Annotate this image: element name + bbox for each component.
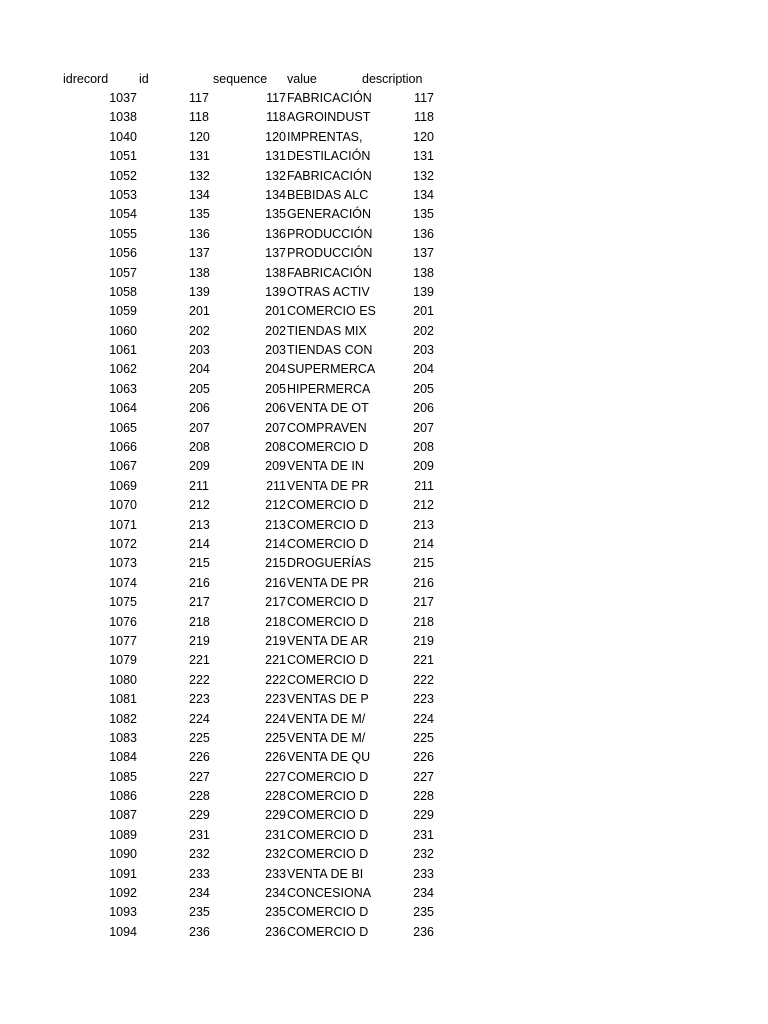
table-row — [0, 535, 768, 554]
cell-description: 219 — [413, 633, 434, 648]
cell-id: 233 — [189, 866, 210, 881]
cell-value: VENTA DE M/ — [287, 730, 366, 745]
cell-sequence: 117 — [266, 91, 286, 105]
cell-id: 209 — [189, 459, 210, 474]
cell-idrecord: 1037 — [109, 91, 137, 105]
cell-description: 221 — [413, 653, 434, 668]
cell-id: 131 — [189, 149, 210, 164]
cell-id: 226 — [189, 750, 210, 765]
cell-value: BEBIDAS ALC — [287, 187, 369, 202]
cell-description: 120 — [413, 129, 434, 144]
cell-idrecord: 1091 — [109, 866, 137, 881]
cell-value: COMERCIO D — [287, 536, 369, 551]
cell-value: SUPERMERCA — [287, 362, 376, 377]
table-row — [0, 632, 768, 651]
cell-description: 202 — [413, 323, 434, 338]
cell-idrecord: 1080 — [109, 672, 137, 687]
cell-value: COMERCIO D — [287, 498, 369, 513]
cell-id: 221 — [189, 653, 210, 668]
table-row — [0, 787, 768, 806]
cell-sequence: 226 — [265, 750, 286, 765]
cell-id: 203 — [189, 343, 210, 358]
table-row — [0, 574, 768, 593]
table-row — [0, 244, 768, 263]
cell-id: 218 — [189, 614, 210, 629]
cell-description: 234 — [413, 886, 434, 901]
cell-idrecord: 1081 — [109, 692, 137, 707]
cell-idrecord: 1074 — [109, 575, 137, 590]
table-row — [0, 438, 768, 457]
cell-idrecord: 1061 — [109, 343, 137, 358]
cell-idrecord: 1059 — [109, 304, 137, 319]
cell-id: 223 — [189, 692, 210, 707]
table-header — [0, 70, 768, 88]
cell-id: 204 — [189, 362, 210, 377]
cell-id: 120 — [189, 129, 210, 144]
cell-idrecord: 1057 — [109, 265, 137, 280]
cell-idrecord: 1060 — [109, 323, 137, 338]
cell-id: 211 — [189, 478, 209, 493]
cell-value: VENTA DE M/ — [287, 711, 366, 726]
cell-sequence: 229 — [265, 808, 286, 823]
cell-value: COMERCIO D — [287, 769, 369, 784]
cell-description: 137 — [413, 246, 434, 261]
cell-value: TIENDAS MIX — [287, 323, 367, 338]
cell-idrecord: 1055 — [109, 226, 137, 241]
cell-description: 229 — [413, 808, 434, 823]
cell-description: 139 — [413, 284, 434, 299]
cell-description: 209 — [413, 459, 434, 474]
cell-value: COMERCIO D — [287, 847, 369, 862]
table-row — [0, 496, 768, 515]
table-row — [0, 419, 768, 438]
cell-sequence: 208 — [265, 440, 286, 455]
table-row — [0, 690, 768, 709]
cell-id: 207 — [189, 420, 210, 435]
cell-idrecord: 1066 — [109, 440, 137, 455]
cell-sequence: 225 — [265, 730, 286, 745]
cell-description: 214 — [413, 536, 434, 551]
cell-sequence: 211 — [266, 478, 286, 493]
cell-value: FABRICACIÓN — [287, 91, 372, 105]
table-row — [0, 671, 768, 690]
table-row — [0, 613, 768, 632]
table-row — [0, 516, 768, 535]
cell-id: 118 — [189, 110, 209, 125]
cell-description: 233 — [413, 866, 434, 881]
cell-id: 225 — [189, 730, 210, 745]
cell-id: 216 — [189, 575, 210, 590]
cell-idrecord: 1090 — [109, 847, 137, 862]
cell-value: VENTA DE OT — [287, 401, 369, 416]
cell-sequence: 207 — [265, 420, 286, 435]
cell-sequence: 214 — [265, 536, 286, 551]
cell-description: 223 — [413, 692, 434, 707]
cell-value: COMERCIO D — [287, 789, 369, 804]
cell-description: 208 — [413, 440, 434, 455]
cell-id: 206 — [189, 401, 210, 416]
cell-value: HIPERMERCA — [287, 381, 371, 396]
cell-value: VENTA DE PR — [287, 575, 369, 590]
cell-id: 236 — [189, 924, 210, 939]
cell-idrecord: 1054 — [109, 207, 137, 222]
cell-value: DESTILACIÓN — [287, 149, 371, 164]
cell-sequence: 137 — [265, 246, 286, 261]
cell-value: COMERCIO D — [287, 440, 369, 455]
table-row — [0, 360, 768, 379]
table-row — [0, 923, 768, 942]
cell-id: 235 — [189, 905, 210, 920]
cell-idrecord: 1038 — [109, 110, 137, 125]
cell-value: COMERCIO D — [287, 517, 369, 532]
cell-idrecord: 1058 — [109, 284, 137, 299]
cell-id: 231 — [189, 827, 210, 842]
cell-id: 132 — [189, 168, 210, 183]
cell-value: COMERCIO D — [287, 653, 369, 668]
cell-sequence: 206 — [265, 401, 286, 416]
cell-idrecord: 1069 — [109, 478, 137, 493]
table-row — [0, 865, 768, 884]
cell-idrecord: 1071 — [109, 517, 137, 532]
cell-sequence: 136 — [265, 226, 286, 241]
cell-sequence: 203 — [265, 343, 286, 358]
table-row — [0, 457, 768, 476]
table-row — [0, 283, 768, 302]
table-row — [0, 651, 768, 670]
cell-id: 137 — [189, 246, 210, 261]
cell-sequence: 233 — [265, 866, 286, 881]
cell-sequence: 221 — [265, 653, 286, 668]
header-value: value — [287, 72, 317, 86]
cell-description: 232 — [413, 847, 434, 862]
cell-value: VENTA DE BI — [287, 866, 364, 881]
cell-sequence: 227 — [265, 769, 286, 784]
cell-description: 216 — [413, 575, 434, 590]
cell-id: 234 — [189, 886, 210, 901]
cell-description: 217 — [413, 595, 434, 610]
header-id: id — [139, 72, 149, 86]
table-row — [0, 341, 768, 360]
cell-value: COMERCIO D — [287, 905, 369, 920]
cell-idrecord: 1065 — [109, 420, 137, 435]
cell-value: PRODUCCIÓN — [287, 246, 373, 261]
cell-value: COMPRAVEN — [287, 420, 367, 435]
cell-value: CONCESIONA — [287, 886, 372, 901]
cell-description: 205 — [413, 381, 434, 396]
table-row — [0, 108, 768, 127]
cell-idrecord: 1082 — [109, 711, 137, 726]
cell-description: 201 — [413, 304, 434, 319]
cell-idrecord: 1086 — [109, 789, 137, 804]
cell-description: 207 — [413, 420, 434, 435]
cell-id: 222 — [189, 672, 210, 687]
table-row — [0, 302, 768, 321]
cell-id: 136 — [189, 226, 210, 241]
cell-description: 134 — [413, 187, 434, 202]
cell-description: 222 — [413, 672, 434, 687]
cell-sequence: 223 — [265, 692, 286, 707]
cell-sequence: 224 — [265, 711, 286, 726]
cell-sequence: 235 — [265, 905, 286, 920]
cell-description: 118 — [414, 110, 434, 125]
cell-description: 203 — [413, 343, 434, 358]
cell-idrecord: 1056 — [109, 246, 137, 261]
cell-sequence: 134 — [265, 187, 286, 202]
table-row — [0, 826, 768, 845]
cell-description: 218 — [413, 614, 434, 629]
cell-sequence: 118 — [266, 110, 286, 125]
cell-description: 131 — [413, 149, 434, 164]
header-description: description — [362, 72, 423, 86]
cell-description: 132 — [413, 168, 434, 183]
table-row — [0, 147, 768, 166]
cell-sequence: 212 — [265, 498, 286, 513]
cell-idrecord: 1053 — [109, 187, 137, 202]
cell-id: 138 — [189, 265, 210, 280]
cell-value: IMPRENTAS, — [287, 129, 363, 144]
cell-idrecord: 1052 — [109, 168, 137, 183]
cell-description: 138 — [413, 265, 434, 280]
cell-description: 211 — [414, 478, 434, 493]
cell-value: COMERCIO D — [287, 614, 369, 629]
cell-value: PRODUCCIÓN — [287, 226, 373, 241]
cell-id: 227 — [189, 769, 210, 784]
cell-sequence: 138 — [265, 265, 286, 280]
table-row — [0, 380, 768, 399]
table-row — [0, 264, 768, 283]
cell-id: 202 — [189, 323, 210, 338]
cell-sequence: 205 — [265, 381, 286, 396]
cell-idrecord: 1067 — [109, 459, 137, 474]
cell-value: COMERCIO D — [287, 808, 369, 823]
table-row — [0, 128, 768, 147]
table-row — [0, 768, 768, 787]
cell-idrecord: 1073 — [109, 556, 137, 571]
cell-description: 204 — [413, 362, 434, 377]
cell-idrecord: 1085 — [109, 769, 137, 784]
cell-sequence: 218 — [265, 614, 286, 629]
cell-description: 225 — [413, 730, 434, 745]
cell-sequence: 222 — [265, 672, 286, 687]
cell-description: 236 — [413, 924, 434, 939]
table-row — [0, 884, 768, 903]
cell-description: 228 — [413, 789, 434, 804]
cell-id: 135 — [189, 207, 210, 222]
cell-idrecord: 1063 — [109, 381, 137, 396]
cell-idrecord: 1089 — [109, 827, 137, 842]
header-idrecord: idrecord — [63, 72, 109, 86]
cell-id: 212 — [189, 498, 210, 513]
cell-value: VENTA DE IN — [287, 459, 364, 474]
cell-idrecord: 1087 — [109, 808, 137, 823]
cell-description: 135 — [413, 207, 434, 222]
cell-sequence: 139 — [265, 284, 286, 299]
table-row — [0, 729, 768, 748]
table-row — [0, 806, 768, 825]
cell-id: 229 — [189, 808, 210, 823]
cell-id: 139 — [189, 284, 210, 299]
table-row — [0, 89, 768, 108]
cell-description: 215 — [413, 556, 434, 571]
table-body — [0, 89, 768, 942]
cell-value: COMERCIO D — [287, 672, 369, 687]
cell-idrecord: 1094 — [109, 924, 137, 939]
cell-sequence: 234 — [265, 886, 286, 901]
cell-idrecord: 1051 — [109, 149, 137, 164]
table-row — [0, 845, 768, 864]
cell-sequence: 215 — [265, 556, 286, 571]
cell-sequence: 228 — [265, 789, 286, 804]
cell-value: TIENDAS CON — [287, 343, 373, 358]
table-row — [0, 167, 768, 186]
cell-description: 226 — [413, 750, 434, 765]
cell-id: 214 — [189, 536, 210, 551]
cell-description: 117 — [414, 91, 434, 105]
table-row — [0, 477, 768, 496]
cell-id: 215 — [189, 556, 210, 571]
cell-description: 213 — [413, 517, 434, 532]
cell-sequence: 217 — [265, 595, 286, 610]
cell-value: COMERCIO D — [287, 827, 369, 842]
cell-sequence: 131 — [265, 149, 286, 164]
cell-value: VENTA DE AR — [287, 633, 369, 648]
cell-value: GENERACIÓN — [287, 207, 372, 222]
cell-idrecord: 1075 — [109, 595, 137, 610]
cell-id: 228 — [189, 789, 210, 804]
cell-id: 205 — [189, 381, 210, 396]
cell-description: 206 — [413, 401, 434, 416]
cell-sequence: 219 — [265, 633, 286, 648]
cell-idrecord: 1072 — [109, 536, 137, 551]
table-row — [0, 322, 768, 341]
cell-idrecord: 1070 — [109, 498, 137, 513]
cell-id: 213 — [189, 517, 210, 532]
cell-idrecord: 1083 — [109, 730, 137, 745]
cell-id: 217 — [189, 595, 210, 610]
table-row — [0, 399, 768, 418]
cell-value: VENTAS DE P — [287, 692, 369, 707]
table-row — [0, 186, 768, 205]
table-row — [0, 554, 768, 573]
cell-id: 208 — [189, 440, 210, 455]
cell-value: FABRICACIÓN — [287, 265, 372, 280]
cell-sequence: 132 — [265, 168, 286, 183]
cell-sequence: 213 — [265, 517, 286, 532]
table-row — [0, 710, 768, 729]
cell-description: 224 — [413, 711, 434, 726]
cell-sequence: 202 — [265, 323, 286, 338]
table-row — [0, 748, 768, 767]
cell-description: 136 — [413, 226, 434, 241]
cell-sequence: 231 — [265, 827, 286, 842]
cell-sequence: 201 — [265, 304, 286, 319]
cell-description: 212 — [413, 498, 434, 513]
cell-idrecord: 1077 — [109, 633, 137, 648]
cell-description: 231 — [413, 827, 434, 842]
cell-id: 224 — [189, 711, 210, 726]
table-row — [0, 593, 768, 612]
cell-sequence: 120 — [265, 129, 286, 144]
table-row — [0, 225, 768, 244]
cell-description: 235 — [413, 905, 434, 920]
cell-idrecord: 1079 — [109, 653, 137, 668]
cell-sequence: 236 — [265, 924, 286, 939]
cell-idrecord: 1076 — [109, 614, 137, 629]
cell-sequence: 135 — [265, 207, 286, 222]
cell-idrecord: 1040 — [109, 129, 137, 144]
cell-sequence: 209 — [265, 459, 286, 474]
cell-id: 232 — [189, 847, 210, 862]
cell-id: 201 — [189, 304, 210, 319]
cell-idrecord: 1092 — [109, 886, 137, 901]
cell-value: AGROINDUST — [287, 110, 371, 125]
cell-idrecord: 1093 — [109, 905, 137, 920]
cell-sequence: 216 — [265, 575, 286, 590]
header-sequence: sequence — [213, 72, 268, 86]
table-row — [0, 205, 768, 224]
cell-sequence: 232 — [265, 847, 286, 862]
cell-value: DROGUERÍAS — [287, 556, 372, 571]
cell-value: COMERCIO D — [287, 924, 369, 939]
cell-value: COMERCIO D — [287, 595, 369, 610]
cell-value: COMERCIO ES — [287, 304, 376, 319]
cell-value: VENTA DE QU — [287, 750, 371, 765]
table-row — [0, 903, 768, 922]
cell-id: 134 — [189, 187, 210, 202]
cell-idrecord: 1062 — [109, 362, 137, 377]
cell-id: 117 — [189, 91, 209, 105]
cell-value: FABRICACIÓN — [287, 168, 372, 183]
cell-description: 227 — [413, 769, 434, 784]
cell-idrecord: 1064 — [109, 401, 137, 416]
cell-idrecord: 1084 — [109, 750, 137, 765]
cell-value: OTRAS ACTIV — [287, 284, 370, 299]
cell-value: VENTA DE PR — [287, 478, 369, 493]
cell-id: 219 — [189, 633, 210, 648]
cell-sequence: 204 — [265, 362, 286, 377]
